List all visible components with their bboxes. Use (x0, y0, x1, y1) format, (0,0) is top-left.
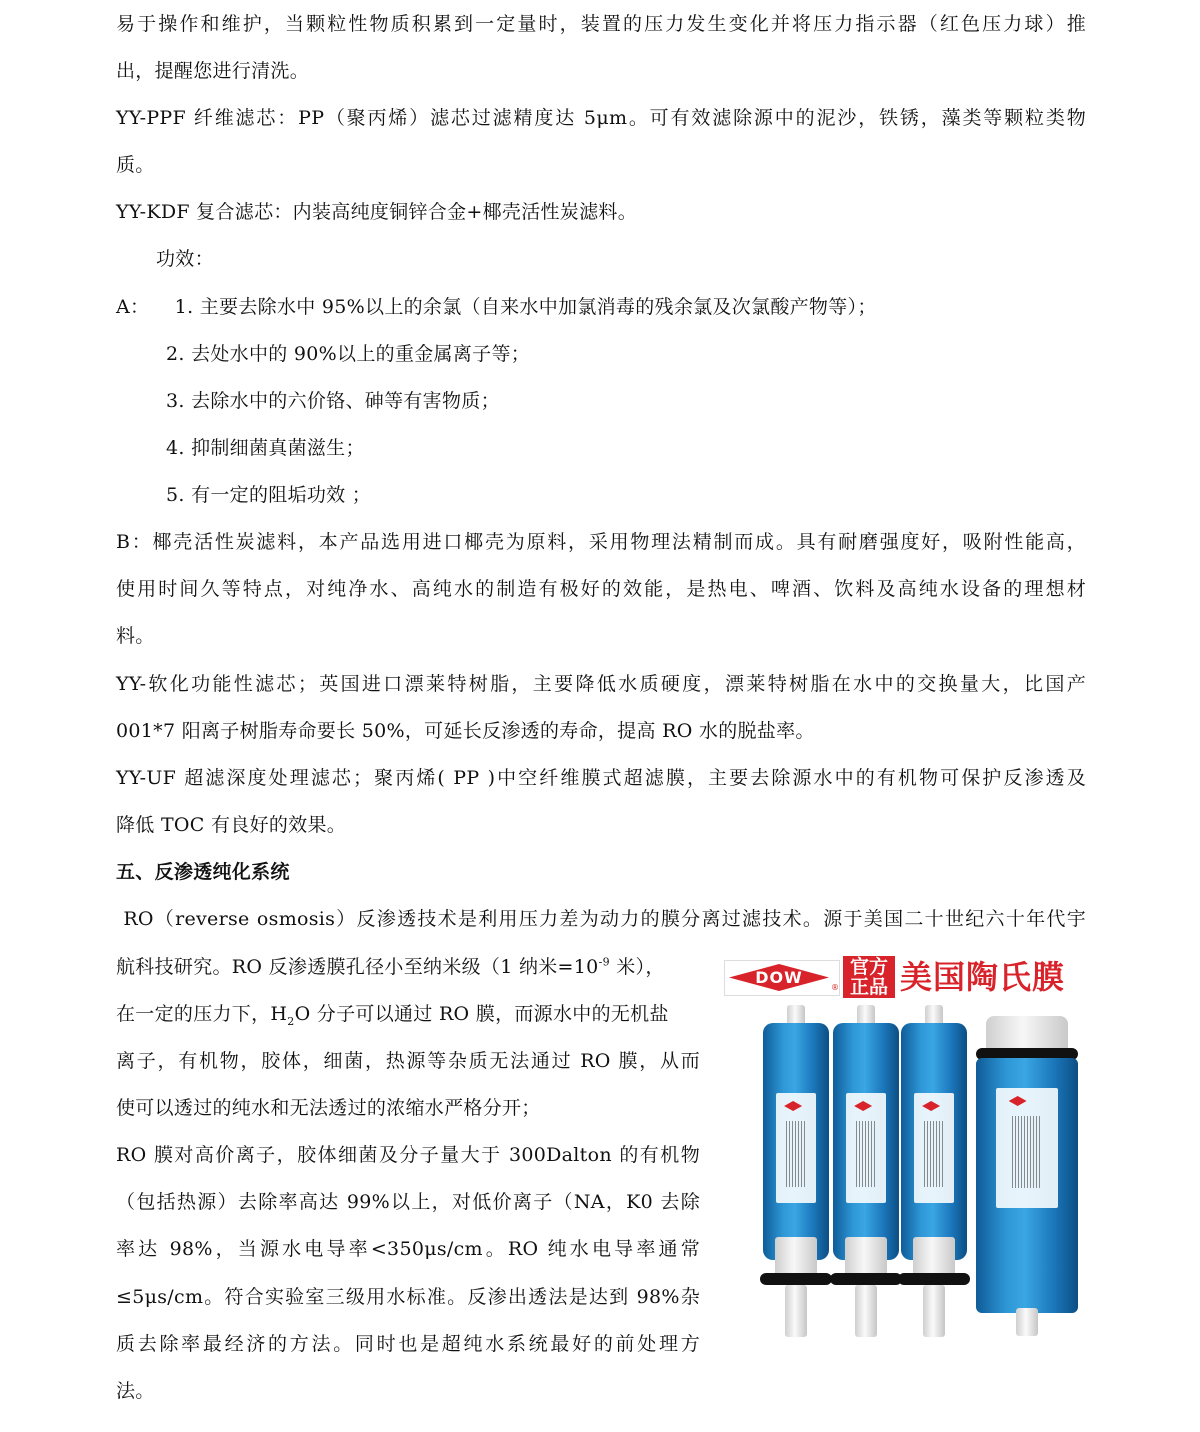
cartridge-seal-ring (898, 1273, 970, 1285)
ro-paragraph-line: 离子，有机物，胶体，细菌，热源等杂质无法通过 RO 膜，从而 (116, 1050, 700, 1072)
list-item: 2. 去处水中的 90%以上的重金属离子等； (166, 343, 531, 365)
dow-logo (724, 960, 840, 996)
ro-paragraph-line: RO 膜对高价离子，胶体细菌及分子量大于 300Dalton 的有机物 (116, 1144, 700, 1166)
product-banner (718, 950, 1088, 1002)
cartridge-outlet (785, 1285, 807, 1337)
registered-mark: ® (831, 983, 839, 992)
paragraph-line: 易于操作和维护，当颗粒性物质积累到一定量时，装置的压力发生变化并将压力指示器（红色压力球）推 (116, 13, 1086, 35)
list-item: 5. 有一定的阻垢功效 ； (166, 484, 372, 506)
list-item: 4. 抑制细菌真菌滋生； (166, 437, 365, 459)
ro-paragraph-line (116, 955, 665, 979)
list-item: A： 1. 主要去除水中 95%以上的余氯（自来水中加氯消毒的残余氯及次氯酸产物等）； (116, 296, 877, 318)
cartridge-outlet (923, 1285, 945, 1337)
list-item: 3. 去除水中的六价铬、砷等有害物质； (166, 390, 500, 412)
cartridge-label (776, 1093, 816, 1203)
ro-text: 米）， (609, 956, 665, 978)
paragraph-line: 使用时间久等特点，对纯净水、高纯水的制造有极好的效能，是热电、啤酒、饮料及高纯水设备的理想材 (116, 578, 1086, 600)
ro-text: 航科技研究。RO 反渗透膜孔径小至纳米级（1 纳米=10 (116, 956, 599, 978)
ro-subscript: 2 (287, 1014, 295, 1028)
ro-membrane-cartridge (763, 1005, 829, 1340)
cartridge-label (914, 1093, 954, 1203)
official-badge: 官方正品 (843, 956, 895, 998)
ro-paragraph-line: 率达 98%，当源水电导率<350μs/cm。RO 纯水电导率通常 (116, 1238, 700, 1260)
ro-paragraph-line: 使可以透过的纯水和无法透过的浓缩水严格分开； (116, 1097, 541, 1119)
ro-paragraph-line: ≤5μs/cm。符合实验室三级用水标准。反渗出透法是达到 98%杂 (116, 1286, 700, 1308)
cartridge-label (996, 1088, 1057, 1208)
dow-logo-text: DOW (755, 968, 803, 987)
cartridge-seal-ring (760, 1273, 832, 1285)
ro-text: O 分子可以通过 RO 膜，而源水中的无机盐 (294, 1003, 669, 1025)
product-title: 美国陶氏膜 (900, 958, 1066, 996)
ro-paragraph-line: 质去除率最经济的方法。同时也是超纯水系统最好的前处理方 (116, 1333, 700, 1355)
ro-membrane-cartridge (901, 1005, 967, 1340)
ro-text: 在一定的压力下，H (116, 1003, 288, 1025)
cartridge-outlet (1016, 1308, 1038, 1336)
paragraph-line: YY-软化功能性滤芯；英国进口漂莱特树脂，主要降低水质硬度，漂莱特树脂在水中的交换量大，比国产 (116, 673, 1086, 695)
paragraph-line: YY-PPF 纤维滤芯：PP（聚丙烯）滤芯过滤精度达 5μm。可有效滤除源中的泥沙，铁锈，藻类等颗粒类物 (116, 107, 1086, 129)
ro-paragraph-line: 法。 (116, 1380, 155, 1402)
ro-paragraph-line (116, 1002, 669, 1026)
paragraph-line: 质。 (116, 154, 155, 176)
ro-membrane-cartridge-large (976, 1008, 1078, 1343)
paragraph-line: 降低 TOC 有良好的效果。 (116, 814, 347, 836)
ro-paragraph-line: RO（reverse osmosis）反渗透技术是利用压力差为动力的膜分离过滤技术。源于美国二十世纪六十年代宇 (116, 908, 1086, 930)
paragraph-line: YY-KDF 复合滤芯：内装高纯度铜锌合金+椰壳活性炭滤料。 (116, 201, 637, 223)
ro-paragraph-line: （包括热源）去除率高达 99%以上，对低价离子（NA，K0 去除 (116, 1191, 700, 1213)
paragraph-line: 001*7 阳离子树脂寿命要长 50%，可延长反渗透的寿命，提高 RO 水的脱盐率。 (116, 720, 815, 742)
paragraph-line: 料。 (116, 625, 155, 647)
cartridge-seal-ring (830, 1273, 902, 1285)
section-heading: 五、反渗透纯化系统 (116, 861, 290, 883)
dow-membrane-product-image (718, 950, 1088, 1345)
ro-superscript: -9 (598, 955, 610, 969)
paragraph-line: YY-UF 超滤深度处理滤芯；聚丙烯( PP )中空纤维膜式超滤膜，主要去除源水中的有机物可保护反渗透及 (116, 767, 1086, 789)
paragraph-line: 出，提醒您进行清洗。 (116, 60, 310, 82)
efficacy-label: 功效： (156, 248, 214, 270)
ro-membrane-cartridge (833, 1005, 899, 1340)
cartridge-label (846, 1093, 886, 1203)
paragraph-line: B：椰壳活性炭滤料，本产品选用进口椰壳为原料，采用物理法精制而成。具有耐磨强度好，吸附性能高， (116, 531, 1086, 553)
cartridge-outlet (855, 1285, 877, 1337)
